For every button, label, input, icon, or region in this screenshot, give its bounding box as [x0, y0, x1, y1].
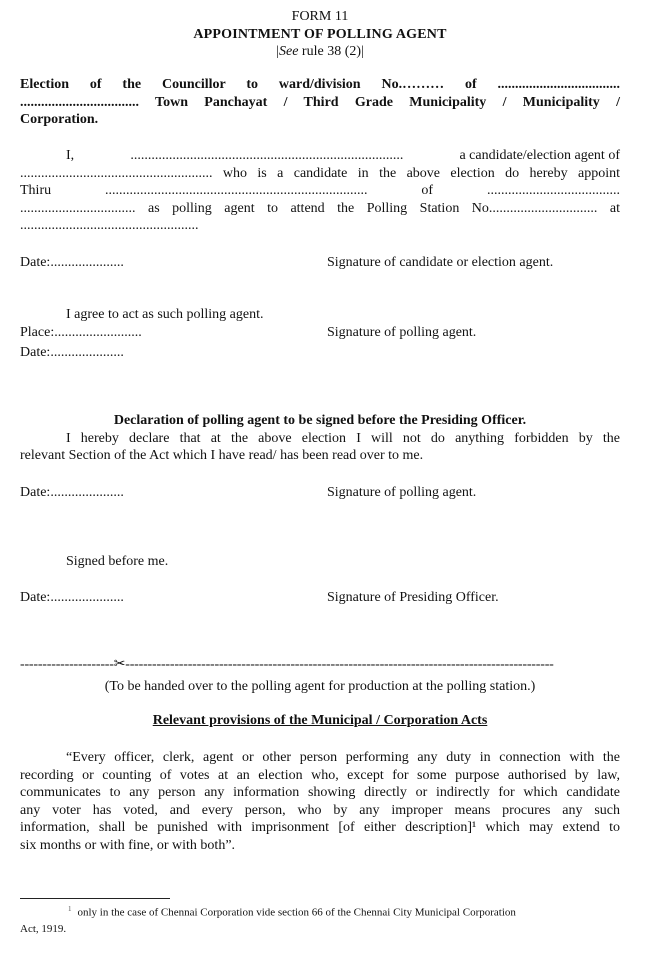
election-line-1: Election of the Councillor to ward/division No.……… of ................................... [20, 77, 620, 92]
declaration-block [20, 412, 620, 465]
declaration-heading: Declaration of polling agent to be signed before the Presiding Officer. [113, 413, 527, 428]
candidate-name-field: .............................................................................. [130, 148, 404, 163]
handover-note: (To be handed over to the polling agent for production at the polling station.) [104, 679, 536, 694]
rule-reference: |See rule 38 (2)| [276, 44, 364, 59]
form-header [20, 8, 620, 61]
declaration-line-1: I hereby declare that at the above election I will not do anything forbidden by the [66, 430, 620, 446]
signature-label: Signature of polling agent. [327, 485, 477, 500]
election-block [20, 76, 620, 129]
date-field: Date:..................... [20, 255, 124, 270]
signature-label: Signature of Presiding Officer. [327, 590, 499, 605]
form-title: APPOINTMENT OF POLLING AGENT [193, 26, 447, 42]
form-number: FORM 11 [291, 9, 349, 24]
appointment-role: a candidate/election agent of [459, 148, 620, 163]
provision-line: any voter has voted, and every person, who by any improper means procures any such [20, 802, 620, 818]
provision-line: six months or with fine, or with both”. [20, 837, 236, 853]
footnote-rule [20, 898, 170, 899]
agreement-text: I agree to act as such polling agent. [66, 307, 264, 322]
election-line-3: Corporation. [20, 112, 99, 127]
rule-see: See [278, 44, 299, 59]
footnote-marker: 1 [68, 905, 72, 913]
appointment-thiru: Thiru [20, 183, 52, 198]
provision-line: recording or counting of votes at an election who, except for some purpose authorised by law, [20, 767, 620, 783]
provision-line: communicates to any person any information showing directly or indirectly for which candidate [20, 785, 620, 800]
date-field: Date:..................... [20, 590, 124, 605]
appointment-block [20, 147, 620, 235]
footnote-line-1 [20, 904, 610, 922]
appointment-of: of [421, 183, 434, 198]
provision-line: “Every officer, clerk, agent or other person performing any duty in connection with the [66, 750, 620, 765]
signature-label: Signature of polling agent. [327, 324, 477, 340]
signature-label: Signature of candidate or election agent. [327, 255, 554, 270]
cut-line-right: ------------------------------------------------------------------------------------------------ [125, 657, 554, 672]
declaration-line-2: relevant Section of the Act which I have read/ has been read over to me. [20, 448, 424, 463]
footnote-line-2: Act, 1919. [20, 922, 67, 935]
date-field: Date:..................... [20, 485, 124, 500]
place-field: Place:......................... [20, 324, 142, 340]
signature-row-candidate [20, 254, 620, 274]
provisions-heading-wrap [20, 712, 620, 730]
provisions-text [20, 749, 620, 854]
cut-line [20, 656, 620, 674]
footnote [20, 904, 610, 938]
election-line-2: .................................. Town Panchayat / Third Grade Municipality / Municipality / [20, 94, 620, 110]
agent-address-field: ...................................... [487, 183, 620, 198]
agent-name-field: ........................................................................... [105, 183, 368, 198]
place-row [20, 324, 620, 344]
appointment-i: I, [66, 148, 75, 163]
appointment-line-3 [20, 182, 620, 200]
appointment-line-2: ....................................................... who is a candidate in the above election do hereby appoint [20, 165, 620, 181]
agreement-block [20, 306, 620, 361]
date-field: Date:..................... [20, 344, 124, 360]
appointment-line-5: ................................................... [20, 218, 199, 233]
provision-line: information, shall be punished with imprisonment [of either description]¹ which may extend to [20, 820, 620, 835]
signed-before: Signed before me. [66, 554, 169, 569]
rule-text: rule 38 (2) [298, 44, 362, 59]
scissors-icon: ✂ [113, 657, 126, 672]
footnote-text: only in the case of Chennai Corporation vide section 66 of the Chennai City Municipal Corporation [77, 906, 516, 919]
appointment-line-4: ................................. as polling agent to attend the Polling Station No............................... at [20, 200, 620, 216]
signature-row-agent [20, 484, 620, 504]
appointment-line-1 [20, 147, 620, 165]
signature-row-presiding [20, 589, 620, 609]
provisions-heading: Relevant provisions of the Municipal / Corporation Acts [152, 713, 488, 728]
cut-line-left: --------------------- [20, 657, 114, 672]
